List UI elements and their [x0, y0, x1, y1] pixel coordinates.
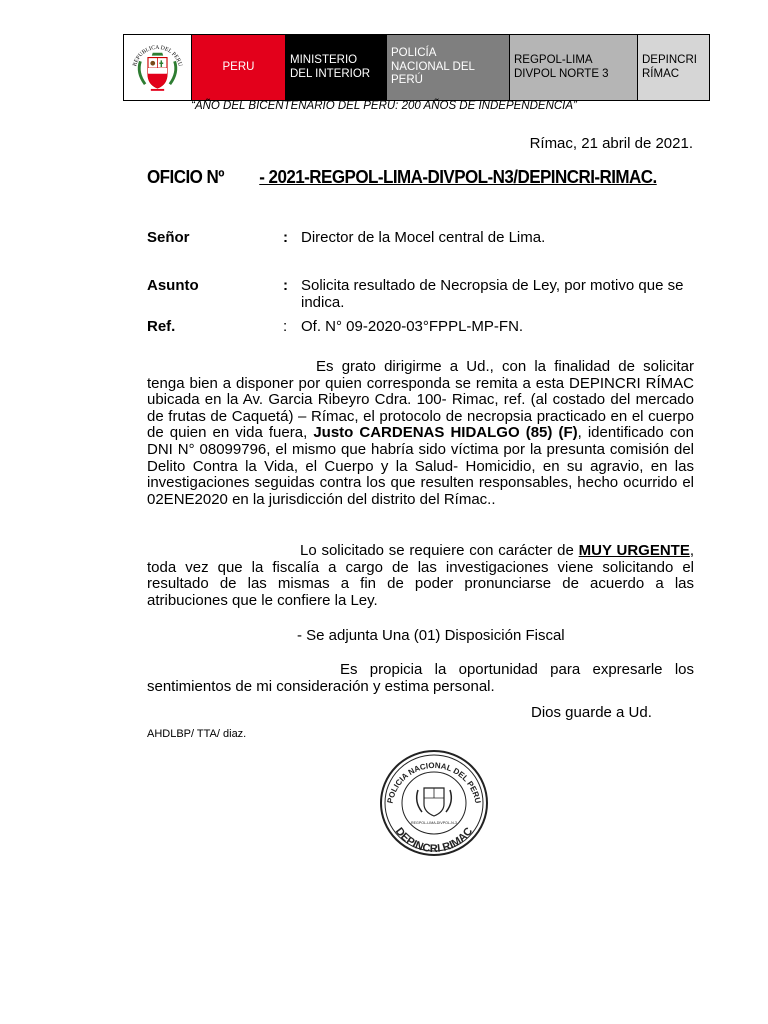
police-label: POLICÍA NACIONAL DEL PERÚ	[387, 35, 510, 100]
oficio-code: - 2021-REGPOL-LIMA-DIVPOL-N3/DEPINCRI-RIMAC.	[259, 166, 657, 187]
coat-of-arms-icon	[128, 37, 187, 99]
stamp-bottom-text: DEPINCRI RIMAC	[392, 825, 476, 856]
letterhead-band	[123, 34, 710, 101]
body-paragraph-closing: Es propicia la oportunidad para expresarle los sentimientos de mi consideración y estima personal.	[147, 661, 694, 695]
svg-text:DEPINCRI RIMAC	[393, 825, 475, 855]
field-label: Señor	[147, 229, 190, 246]
document-title	[147, 166, 657, 188]
field-value: Of. N° 09-2020-03°FPPL-MP-FN.	[301, 318, 524, 335]
closing-salutation: Dios guarde a Ud.	[531, 704, 652, 721]
field-label: Asunto	[147, 277, 199, 294]
field-label: Ref.	[147, 318, 176, 335]
stamp-top-text: POLICIA NACIONAL DEL PERU	[385, 760, 483, 805]
attachment-note: - Se adjunta Una (01) Disposición Fiscal	[297, 627, 565, 644]
field-value: Solicita resultado de Necropsia de Ley, por motivo que se indica.	[301, 277, 684, 312]
unit-label: DEPINCRI RÍMAC	[638, 35, 709, 100]
oficio-prefix: OFICIO Nº	[147, 166, 224, 187]
seal-text: REPUBLICA DEL PERU	[132, 44, 183, 67]
police-stamp-icon	[378, 748, 490, 858]
national-seal	[124, 35, 192, 100]
field-value: Director de la Mocel central de Lima.	[301, 229, 546, 246]
subject-field: Asunto : Solicita resultado de Necropsia de Ley, por motivo que se indica.	[147, 277, 721, 312]
body-paragraph-request: Es grato dirigirme a Ud., con la finalidad de solicitar tenga bien a disponer por quien corresponda se remita a esta DEPINCRI RÍMAC ubicada en la Av. Garcia Ribeyro Cdra. 100- Rimac, ref. (al costado del mercado de frutas de Caquetá) – Rímac, el protocolo de necropsia practicado en el cuerpo de quien en vida fuera, Justo CARDENAS HIDALGO (85) (F), identificado con DNI N° 08099796, el mismo que habría sido víctima por la presunta comisión del Delito Contra la Vida, el Cuerpo y la Salud- Homicidio, en su agravio, en las investigaciones seguidas contra los que resulten responsables, hecho ocurrido el 02ENE2020 en la jurisdicción del distrito del Rímac..	[147, 358, 694, 508]
ministry-label: MINISTERIO DEL INTERIOR	[286, 35, 387, 100]
deceased-name: Justo CARDENAS HIDALGO (85) (F)	[313, 424, 578, 442]
country-label: PERU	[192, 35, 286, 100]
document-date: Rímac, 21 abril de 2021.	[529, 135, 693, 152]
body-paragraph-urgency: Lo solicitado se requiere con carácter de MUY URGENTE, toda vez que la fiscalía a cargo de las investigaciones viene solicitando el resultado de las mismas a fin de poder pronunciarse de acuerdo a las atribuciones que le confiere la Ley.	[147, 542, 695, 609]
urgent-label: MUY URGENTE	[578, 542, 690, 559]
reference-field: Ref. : Of. N° 09-2020-03°FPPL-MP-FN.	[147, 318, 721, 335]
author-initials: AHDLBP/ TTA/ diaz.	[147, 728, 247, 740]
addressee-field: Señor : Director de la Mocel central de Lima.	[147, 229, 721, 246]
region-label: REGPOL-LIMA DIVPOL NORTE 3	[510, 35, 638, 100]
stamp-inner-text: REGPOL-LIMA-DIVPOL-N-3	[411, 821, 457, 825]
year-motto: “AÑO DEL BICENTENARIO DEL PERU: 200 AÑOS DE INDEPENDENCIA”	[191, 100, 577, 112]
